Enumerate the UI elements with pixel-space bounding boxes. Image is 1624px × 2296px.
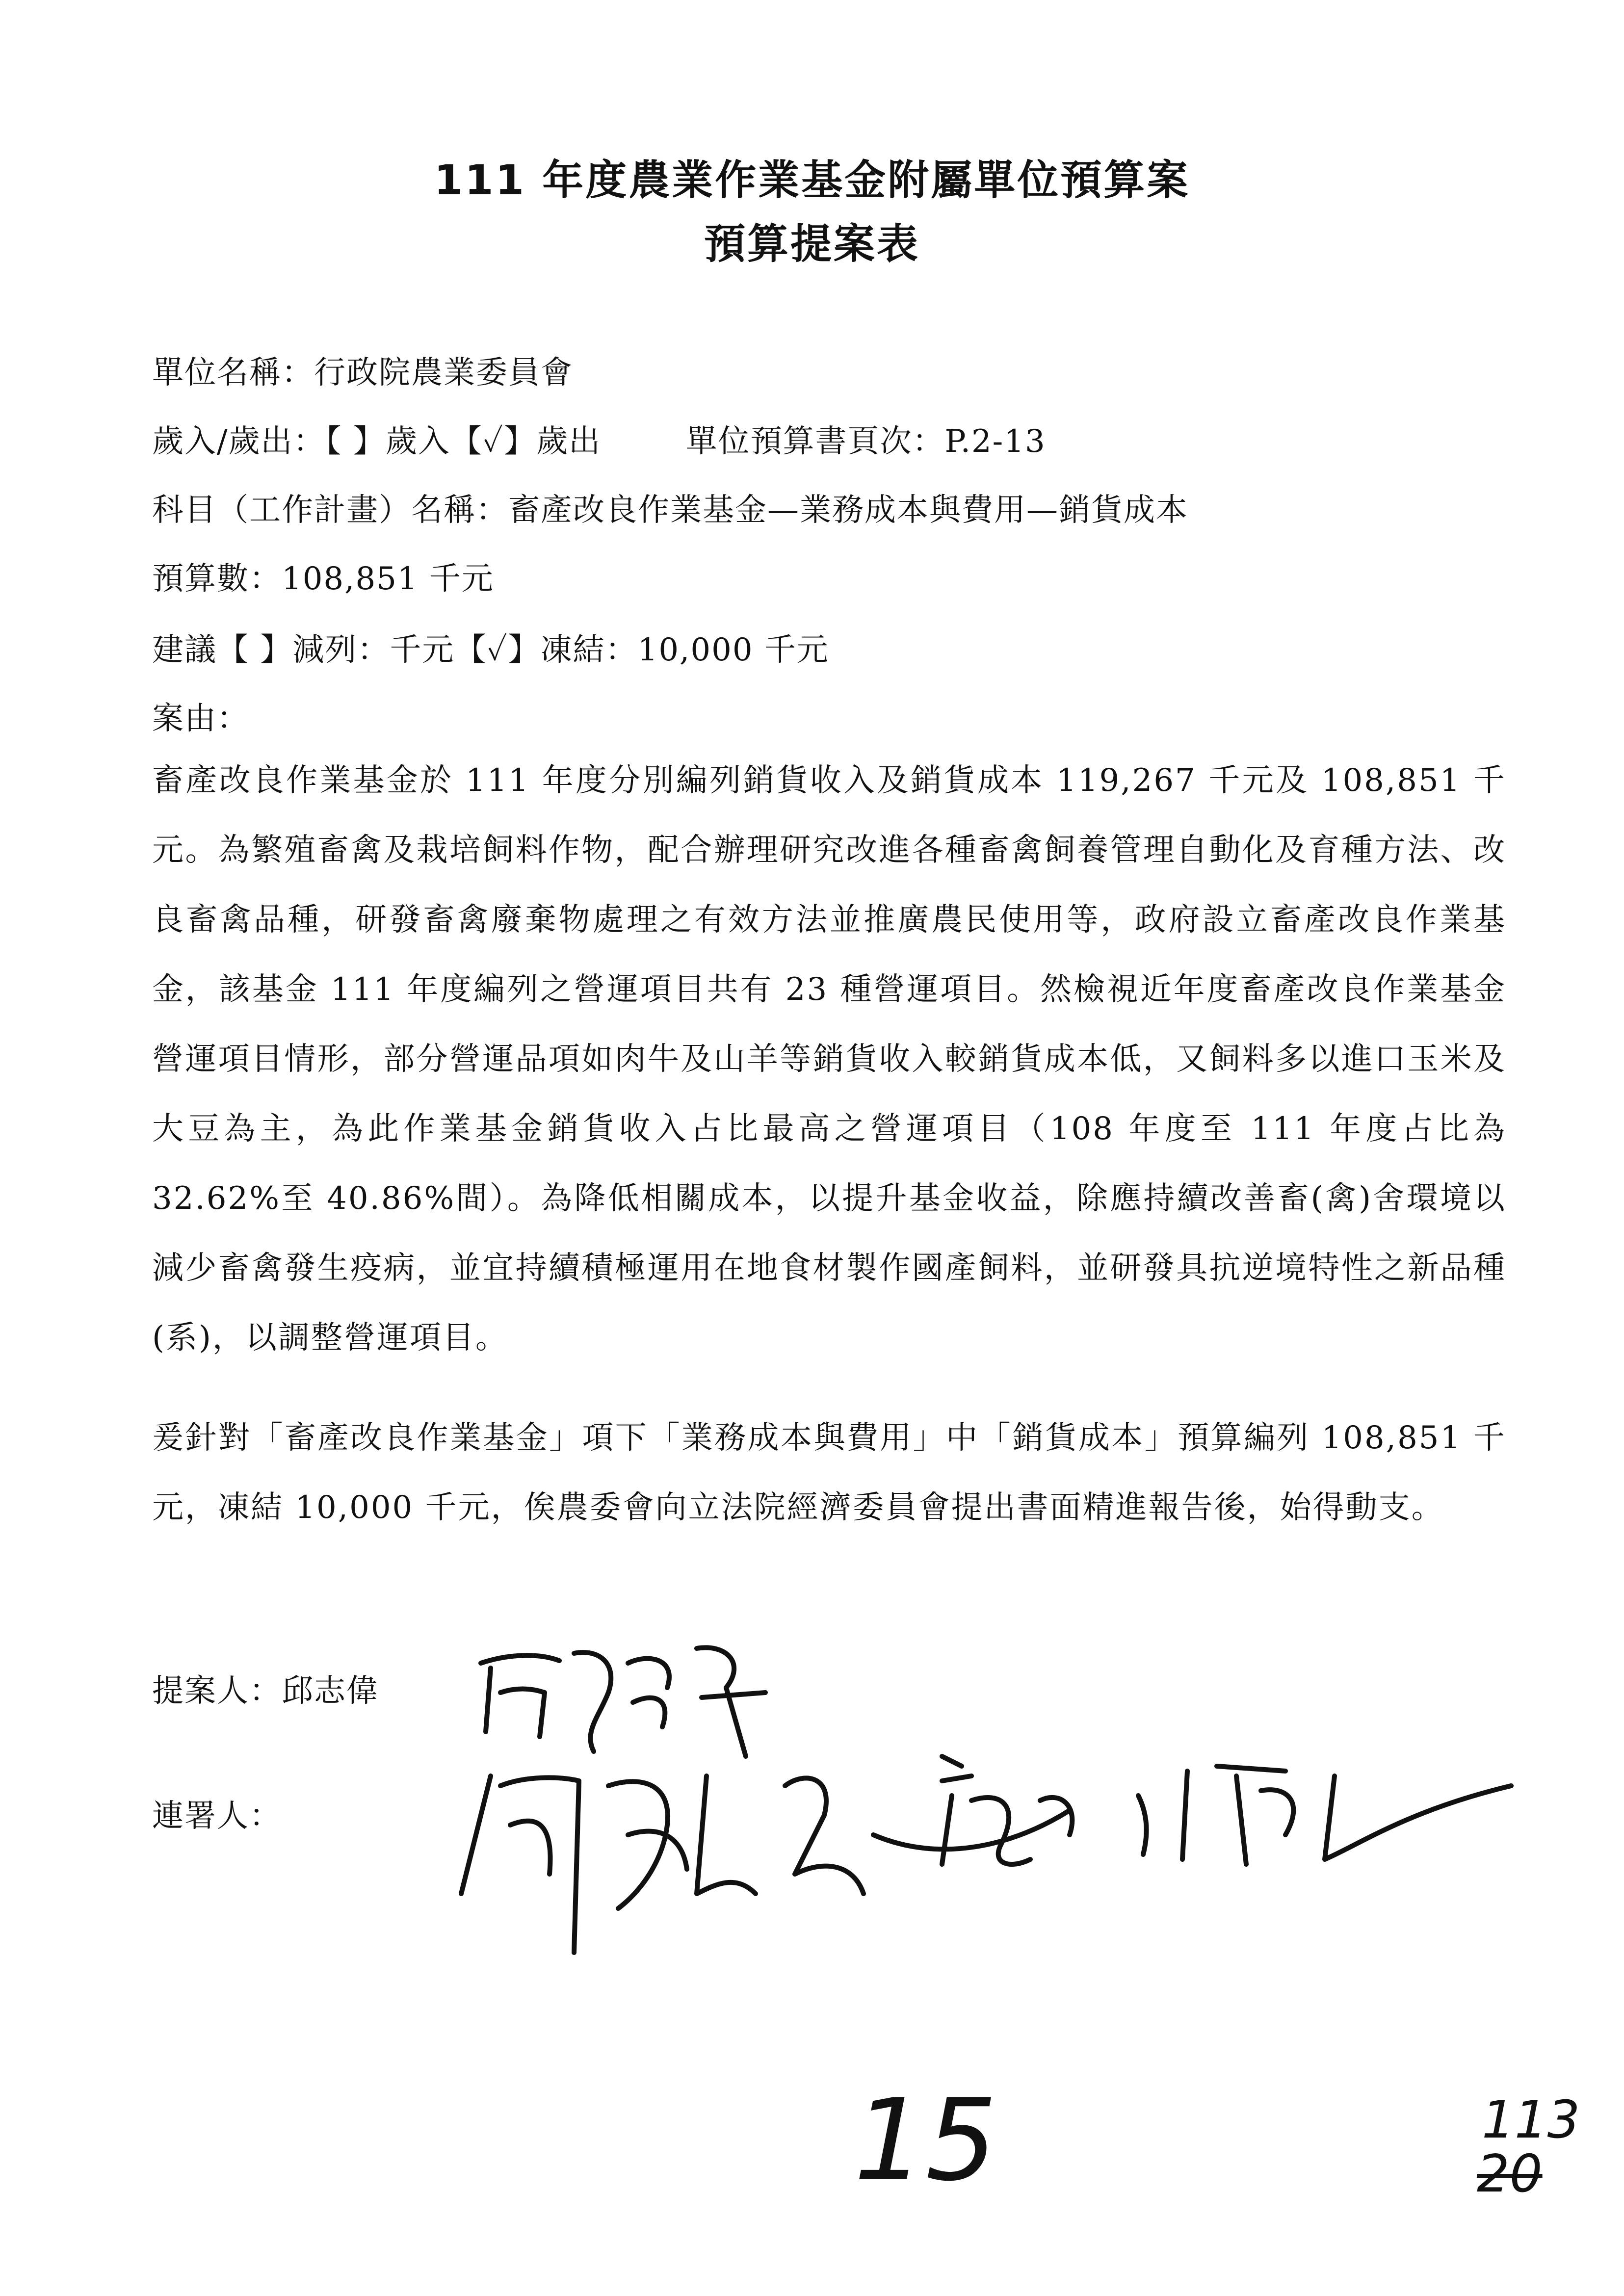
document-title: 111 年度農業作業基金附屬單位預算案 [434,156,1190,204]
cosigner-label: 連署人： [152,1798,282,1834]
revenue-expense-row [152,422,1046,461]
case-paragraph-1: 畜產改良作業基金於 111 年度分別編列銷貨收入及銷貨成本 119,267 千元及 108,851 千元。為繁殖畜禽及栽培飼料作物，配合辦理研究改進各種畜禽飼養管理自動化及育種方法、改良畜禽品種，研發畜禽廢棄物處理之有效方法並推廣農民使用等，政府設立畜產改良作業基金，該基金 111 年度編列之營運項目共有 23 種營運項目。然檢視近年度畜產改良作業基金營運項目情形，部分營運品項如肉牛及山羊等銷貨收入較銷貨成本低，又飼料多以進口玉米及大豆為主，為此作業基金銷貨收入占比最高之營運項目（108 年度至 111 年度占比為 32.62%至 40.86%間）。為降低相關成本，以提升基金收益，除應持續改善畜(禽)舍環境以減少畜禽發生疫病，並宜持續積極運用在地食材製作國產飼料，並研發具抗逆境特性之新品種(系)，以調整營運項目。 [152,762,1506,1356]
handwritten-annotation-struck: 20 [1477,2144,1543,2204]
suggestion-field: 建議【 】減列：千元【✓】凍結：10,000 千元 [152,632,829,668]
cosigner-signatures [451,1747,1521,1992]
proposer-label: 提案人：邱志偉 [152,1673,379,1709]
case-paragraph-2: 爰針對「畜產改良作業基金」項下「業務成本與費用」中「銷貨成本」預算編列 108,851 千元，凍結 10,000 千元，俟農委會向立法院經濟委員會提出書面精進報告後，始得動支。 [152,1420,1506,1526]
document-subtitle: 預算提案表 [704,220,920,268]
handwritten-page-number: 15 [854,2075,997,2206]
subject-field: 科目（工作計畫）名稱：畜產改良作業基金—業務成本與費用—銷貨成本 [152,492,1188,528]
page-reference-field: 單位預算書頁次：P.2-13 [685,423,1046,460]
revenue-expense-field: 歲入/歲出：【 】歲入【✓】歲出 [152,423,602,460]
case-label: 案由： [152,701,249,737]
unit-name-field: 單位名稱：行政院農業委員會 [152,355,573,391]
handwritten-annotation-new: 113 [1482,2090,1580,2150]
budget-amount-field: 預算數：108,851 千元 [152,561,494,597]
